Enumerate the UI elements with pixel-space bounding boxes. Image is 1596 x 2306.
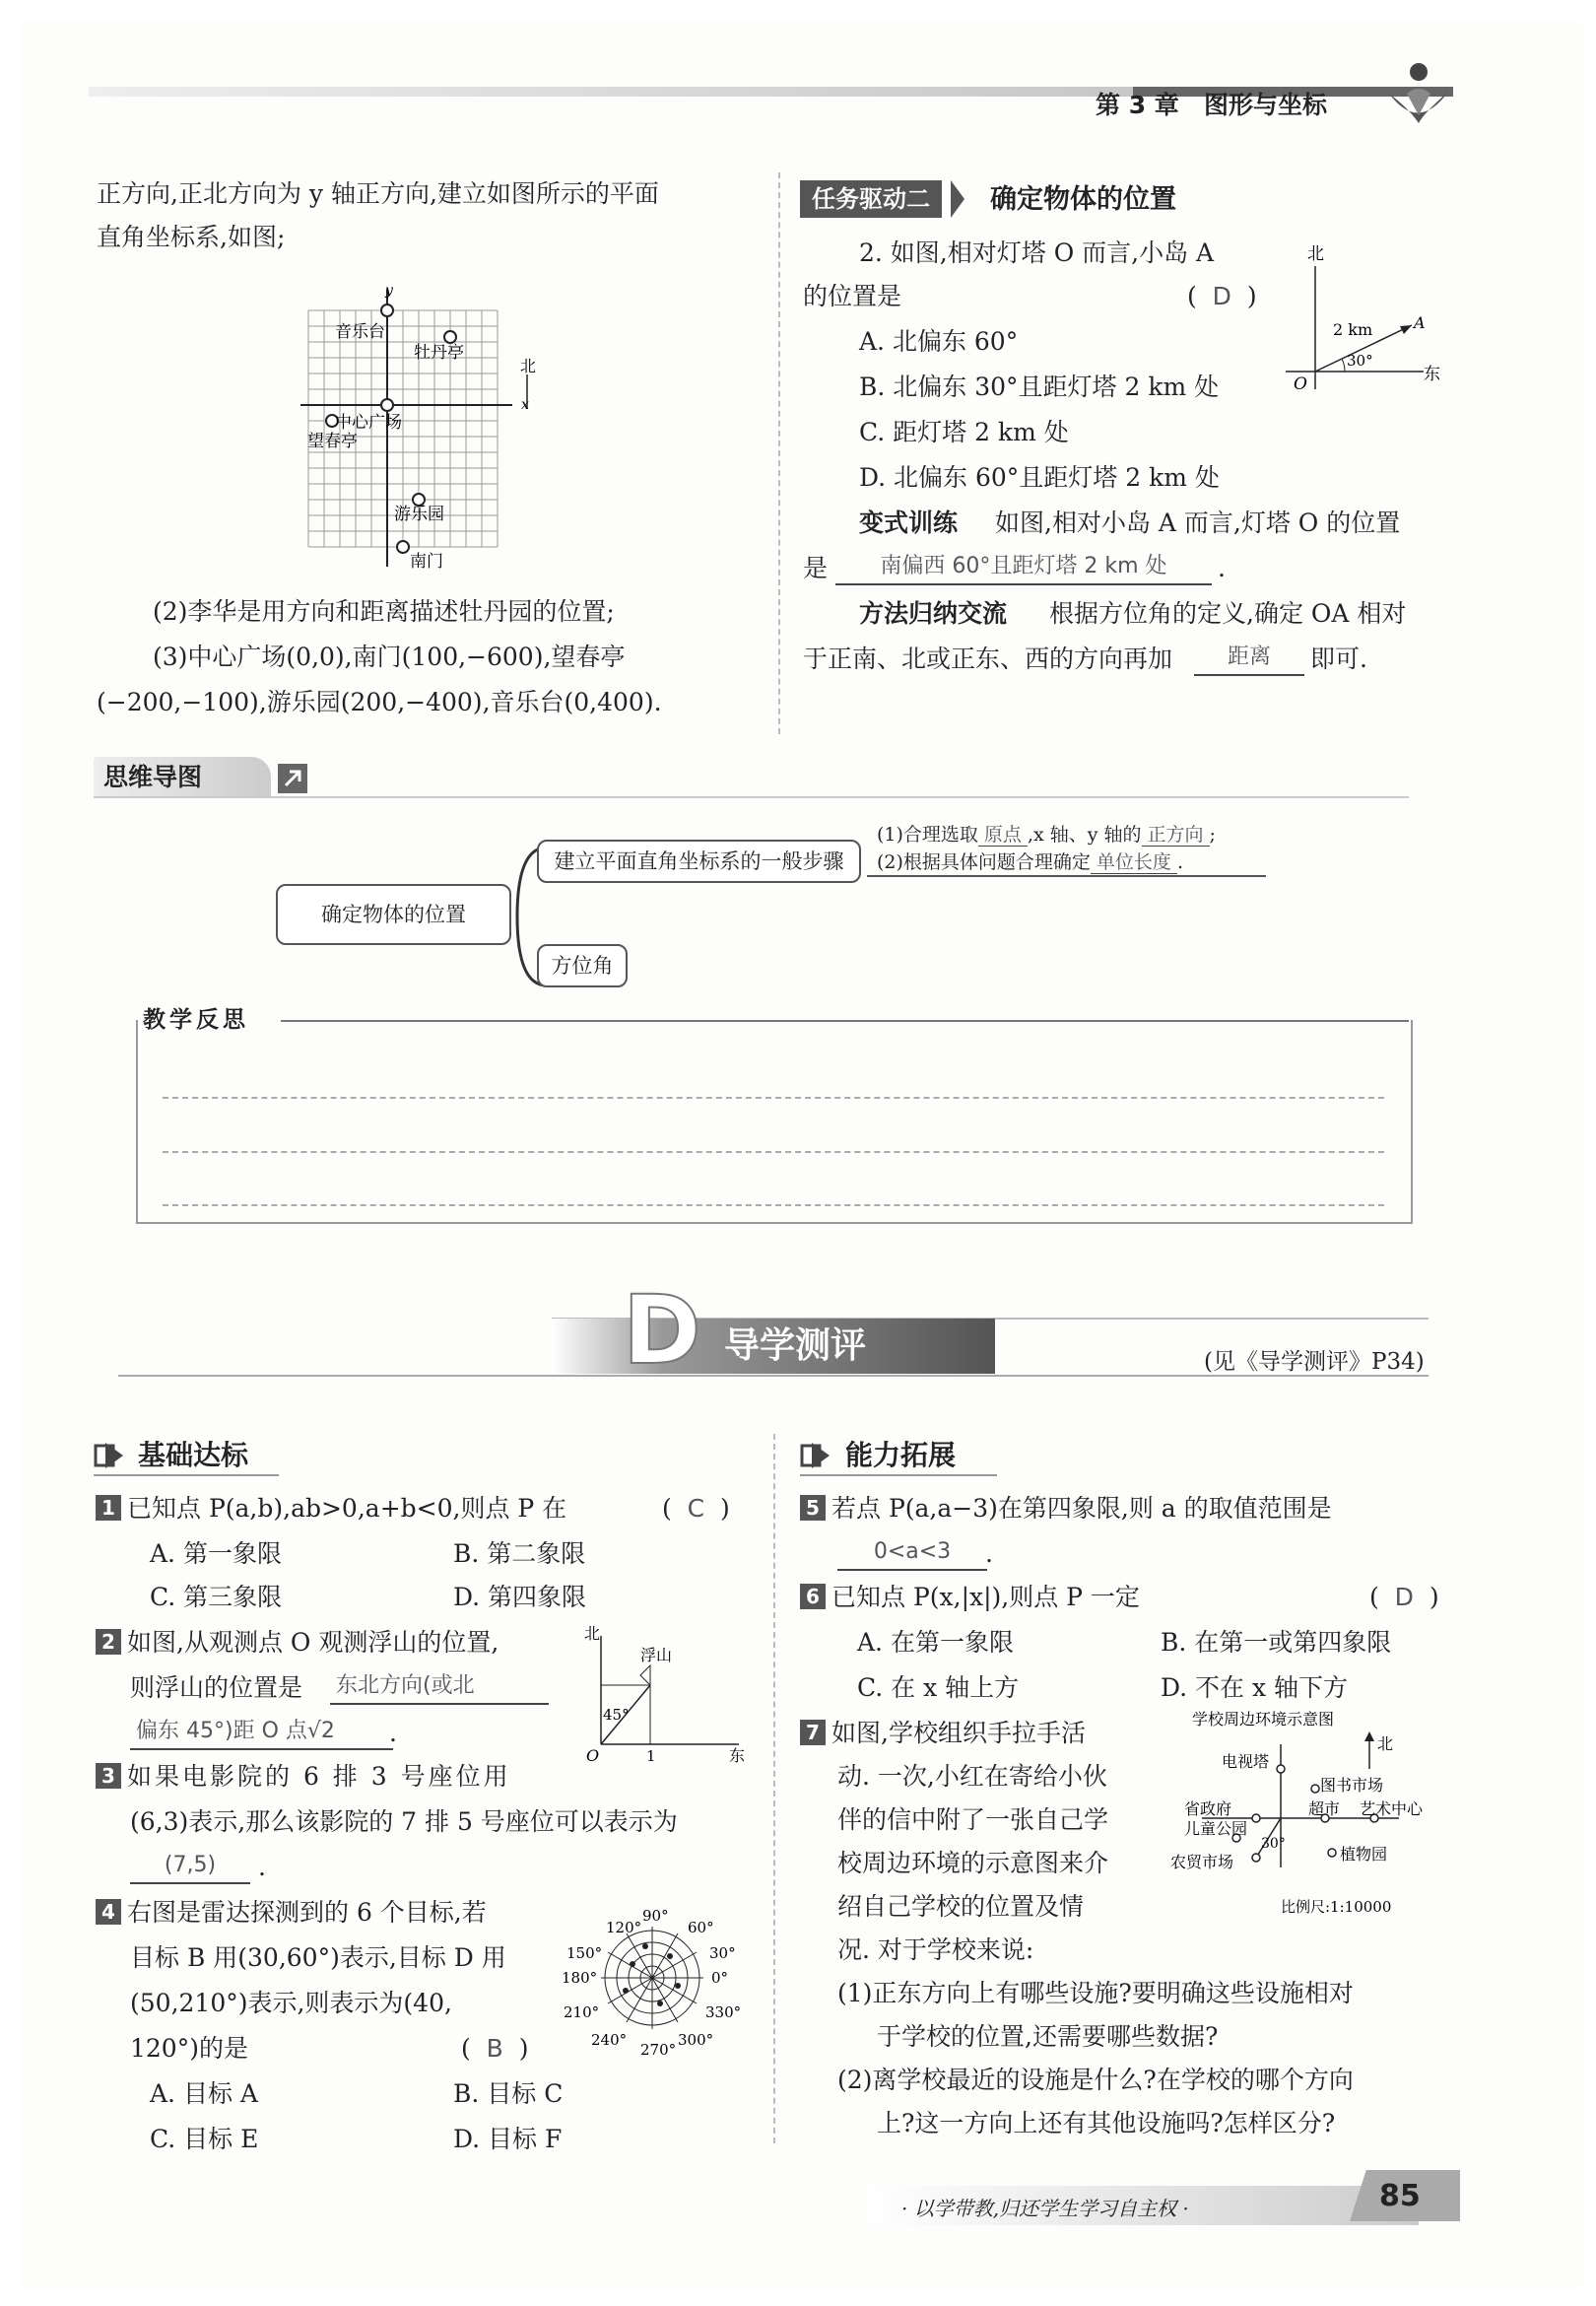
section-d-reference: (见《导学测评》P34)	[1204, 1349, 1425, 1375]
method-text1: 根据方位角的定义,确定 OA 相对	[1049, 599, 1407, 628]
svg-text:210°: 210°	[564, 2003, 600, 2021]
q6-option-c: C. 在 x 轴上方	[857, 1673, 1020, 1702]
svg-text:240°: 240°	[591, 2031, 628, 2049]
expand-icon	[278, 764, 307, 793]
mindmap-root: 确定物体的位置	[276, 884, 511, 945]
variant-label: 变式训练	[859, 509, 959, 537]
q6-option-a: A. 在第一象限	[857, 1628, 1014, 1657]
q2b-line1: 2 如图,从观测点 O 观测浮山的位置,	[96, 1626, 499, 1660]
q3-end: .	[258, 1853, 266, 1881]
mindmap-title: 思维导图	[103, 763, 203, 791]
svg-text:东: 东	[729, 1746, 746, 1764]
svg-text:330°: 330°	[705, 2003, 742, 2021]
svg-text:望春亭: 望春亭	[307, 432, 358, 451]
task-badge: 任务驱动二	[800, 180, 942, 218]
school-map-figure	[1163, 1710, 1453, 1932]
q6-option-b: B. 在第一或第四象限	[1161, 1628, 1392, 1657]
left-text-line5: (−200,−100),游乐园(200,−400),音乐台(0,400).	[97, 688, 662, 716]
reflection-line-2	[163, 1151, 1384, 1153]
q1-option-c: C. 第三象限	[150, 1583, 283, 1611]
q7-line2: 动. 一次,小红在寄给小伙	[837, 1762, 1107, 1791]
q7-line5: 绍自己学校的位置及情	[837, 1892, 1085, 1921]
svg-text:儿童公园: 儿童公园	[1184, 1819, 1248, 1838]
q4-line4: 120°)的是	[130, 2034, 248, 2063]
q2b-answer1: 东北方向(或北	[330, 1669, 549, 1705]
q7-sub1b: 于学校的位置,还需要哪些数据?	[877, 2022, 1219, 2051]
q2b-end: .	[389, 1719, 397, 1747]
radar-figure	[562, 1887, 754, 2065]
chapter-number: 第 3 章	[1096, 91, 1179, 119]
svg-text:90°: 90°	[642, 1907, 669, 1925]
park-coordinate-grid	[296, 281, 552, 576]
svg-text:300°: 300°	[678, 2031, 714, 2049]
reflection-line-3	[163, 1204, 1384, 1206]
section-d-title: 导学测评	[724, 1325, 867, 1366]
q2b-line2: 则浮山的位置是	[130, 1673, 303, 1702]
q4-line1: 4 右图是雷达探测到的 6 个目标,若	[96, 1896, 487, 1930]
q1-option-d: D. 第四象限	[453, 1583, 587, 1611]
svg-text:0°: 0°	[711, 1969, 729, 1987]
q1-option-b: B. 第二象限	[453, 1539, 586, 1568]
left-text-line2: 直角坐标系,如图;	[97, 223, 286, 251]
svg-text:x: x	[521, 397, 529, 413]
q6-text: 6 已知点 P(x,|x|),则点 P 一定	[800, 1581, 1140, 1614]
q7-sub2a: (2)离学校最近的设施是什么?在学校的哪个方向	[837, 2066, 1354, 2094]
q1-text: 1 已知点 P(a,b),ab>0,a+b<0,则点 P 在	[96, 1492, 566, 1526]
q3-answer: (7,5)	[130, 1849, 250, 1884]
q4-option-c: C. 目标 E	[150, 2125, 259, 2153]
mindmap-step2: (2)根据具体问题合理确定 单位长度 .	[877, 851, 1183, 873]
q4-line2: 目标 B 用(30,60°)表示,目标 D 用	[130, 1943, 506, 1972]
q7-sub1a: (1)正东方向上有哪些设施?要明确这些设施相对	[837, 1979, 1354, 2007]
q5-answer: 0<a<3	[837, 1535, 987, 1571]
q3-line2: (6,3)表示,那么该影院的 7 排 5 号座位可以表示为	[130, 1807, 678, 1836]
q6-answer: ( D )	[1369, 1583, 1439, 1611]
svg-text:30°: 30°	[709, 1944, 736, 1962]
method-end: 即可.	[1310, 644, 1367, 673]
svg-text:1: 1	[646, 1747, 656, 1764]
svg-text:比例尺:1:10000: 比例尺:1:10000	[1281, 1898, 1392, 1916]
page-number: 85	[1379, 2179, 1421, 2213]
q5-text: 5 若点 P(a,a−3)在第四象限,则 a 的取值范围是	[800, 1492, 1332, 1526]
svg-text:30°: 30°	[1261, 1836, 1286, 1852]
svg-text:音乐台: 音乐台	[335, 322, 385, 342]
q1-option-a: A. 第一象限	[150, 1539, 282, 1568]
left-text-line3: (2)李华是用方向和距离描述牡丹园的位置;	[153, 597, 615, 626]
q7-line6: 况. 对于学校来说:	[837, 1935, 1034, 1964]
q4-option-b: B. 目标 C	[453, 2079, 564, 2108]
q4-answer: ( B )	[461, 2034, 529, 2063]
q1-answer: ( C )	[662, 1494, 730, 1523]
svg-text:O: O	[586, 1746, 600, 1764]
svg-text:图书市场: 图书市场	[1320, 1776, 1384, 1795]
mindmap-branch2: 方位角	[537, 944, 628, 987]
fushan-figure	[581, 1621, 754, 1764]
ability-title: 能力拓展	[845, 1439, 957, 1471]
reflection-line-1	[163, 1097, 1384, 1099]
q2-line2: 的位置是	[803, 282, 902, 310]
q2-answer: ( D )	[1187, 282, 1257, 310]
q2b-answer2: 偏东 45°)距 O 点√2	[130, 1715, 393, 1750]
chapter-title: 图形与坐标	[1204, 91, 1328, 119]
svg-text:艺术中心: 艺术中心	[1360, 1799, 1424, 1818]
svg-text:O: O	[1294, 374, 1307, 394]
q7-sub2b: 上?这一方向上还有其他设施吗?怎样区分?	[877, 2109, 1336, 2137]
q7-line4: 校周边环境的示意图来介	[837, 1849, 1109, 1877]
logo-icon	[1379, 54, 1458, 133]
section-d-letter: D	[623, 1275, 701, 1386]
svg-text:中心广场: 中心广场	[335, 413, 402, 433]
mindmap-step1: (1)合理选取 原点 ,x 轴、y 轴的 正方向 ;	[877, 824, 1216, 846]
q2-option-b: B. 北偏东 30°且距灯塔 2 km 处	[859, 373, 1220, 401]
svg-text:A: A	[1414, 313, 1426, 332]
q2-option-d: D. 北偏东 60°且距灯塔 2 km 处	[859, 463, 1220, 492]
reflection-box	[136, 1020, 1413, 1224]
column-divider-bottom	[773, 1434, 775, 2143]
svg-text:电视塔: 电视塔	[1222, 1752, 1270, 1771]
svg-text:南门: 南门	[410, 552, 443, 572]
q4-option-d: D. 目标 F	[453, 2125, 563, 2153]
svg-text:牡丹亭: 牡丹亭	[414, 343, 464, 363]
svg-text:120°: 120°	[606, 1919, 642, 1936]
svg-text:东: 东	[1424, 365, 1440, 384]
variant-end: .	[1218, 554, 1226, 582]
svg-text:2 km: 2 km	[1333, 320, 1373, 339]
svg-text:180°: 180°	[562, 1969, 598, 1987]
footer-motto: · 以学带教,归还学生学习自主权 ·	[901, 2197, 1189, 2220]
reflection-title: 教学反思	[143, 1007, 249, 1033]
svg-text:浮山: 浮山	[640, 1646, 673, 1664]
svg-text:游乐园: 游乐园	[394, 505, 444, 524]
q3-line1: 3 如果电影院的 6 排 3 号座位用	[96, 1760, 511, 1794]
column-divider-top	[778, 172, 780, 734]
mindmap-branch1: 建立平面直角坐标系的一般步骤	[537, 840, 861, 883]
left-text-line4: (3)中心广场(0,0),南门(100,−600),望春亭	[153, 643, 626, 671]
svg-text:45°: 45°	[603, 1706, 630, 1724]
q2-line1: 2. 如图,相对灯塔 O 而言,小岛 A	[859, 238, 1215, 267]
method-text2: 于正南、北或正东、西的方向再加	[803, 644, 1173, 673]
mindmap-rule	[94, 796, 1409, 798]
variant-text: 如图,相对小岛 A 而言,灯塔 O 的位置	[995, 509, 1401, 537]
svg-text:北: 北	[1377, 1734, 1394, 1753]
q5-end: .	[985, 1539, 993, 1568]
variant-prefix: 是	[803, 554, 829, 582]
left-text-line1: 正方向,正北方向为 y 轴正方向,建立如图所示的平面	[97, 179, 659, 208]
q4-line3: (50,210°)表示,则表示为(40,	[130, 1989, 452, 2017]
svg-text:学校周边环境示意图: 学校周边环境示意图	[1192, 1710, 1335, 1729]
q6-option-d: D. 不在 x 轴下方	[1161, 1673, 1349, 1702]
svg-text:270°: 270°	[640, 2041, 677, 2059]
basic-title: 基础达标	[138, 1439, 249, 1471]
svg-text:150°: 150°	[566, 1944, 603, 1962]
q4-option-a: A. 目标 A	[150, 2079, 258, 2108]
svg-text:农贸市场: 农贸市场	[1170, 1853, 1234, 1871]
method-label: 方法归纳交流	[859, 599, 1008, 628]
svg-text:植物园: 植物园	[1340, 1845, 1388, 1864]
svg-text:省政府: 省政府	[1184, 1799, 1232, 1818]
svg-text:30°: 30°	[1347, 352, 1373, 370]
task-title: 确定物体的位置	[990, 184, 1176, 215]
svg-text:北: 北	[584, 1624, 601, 1643]
q2-option-c: C. 距灯塔 2 km 处	[859, 418, 1069, 446]
svg-text:y: y	[385, 283, 393, 299]
svg-text:北: 北	[520, 357, 537, 375]
q7-line3: 伴的信中附了一张自己学	[837, 1805, 1109, 1834]
pencil-icon	[94, 1441, 125, 1470]
q2-option-a: A. 北偏东 60°	[859, 327, 1019, 356]
variant-answer: 南偏西 60°且距灯塔 2 km 处	[835, 550, 1212, 585]
svg-text:北: 北	[1307, 244, 1324, 264]
method-answer: 距离	[1194, 641, 1304, 676]
arrow-icon	[951, 180, 974, 218]
q7-line1: 7 如图,学校组织手拉手活	[800, 1717, 1086, 1750]
svg-text:60°: 60°	[688, 1919, 714, 1936]
lighthouse-figure	[1276, 241, 1443, 404]
svg-text:超市: 超市	[1308, 1799, 1341, 1818]
pencil-icon-2	[800, 1441, 831, 1470]
